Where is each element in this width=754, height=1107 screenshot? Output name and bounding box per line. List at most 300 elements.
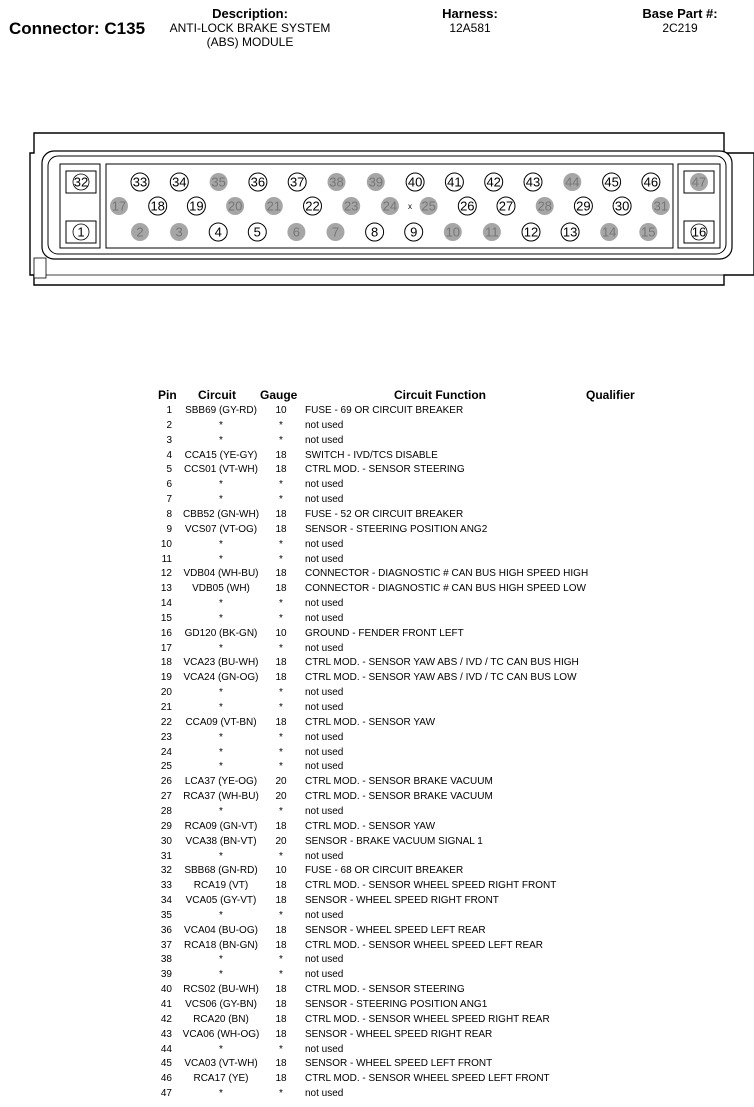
pin-24 [381,197,399,215]
pin-20 [226,197,244,215]
gauge-cell: 18 [275,1028,287,1040]
gauge-cell: 10 [275,865,287,877]
function-cell: CTRL MOD. - SENSOR STEERING [305,464,465,476]
function-cell: not used [305,731,344,743]
pin-label: 37 [289,174,305,190]
function-cell: CTRL MOD. - SENSOR WHEEL SPEED RIGHT FRONT [305,880,557,892]
gauge-cell: 18 [275,1058,287,1070]
circuit-cell: * [219,702,223,713]
circuit-cell: * [219,434,223,446]
pin-label: 9 [410,224,418,240]
pin-32 [66,171,96,193]
pin-4 [209,223,227,241]
pin-25 [420,197,438,215]
gauge-cell: 10 [275,405,287,416]
gauge-cell: * [279,805,283,817]
pin-label: 24 [382,198,398,214]
pin-label: 46 [643,174,659,190]
circuit-cell: * [219,969,223,981]
circuit-cell: LCA37 (YE-OG) [184,776,258,788]
pin-3 [170,223,188,241]
gauge-cell: 18 [275,464,287,476]
pin-15 [639,223,657,241]
pin-21 [265,197,283,215]
gauge-cell: 18 [275,449,287,461]
circuit-cell: VDB04 (WH-BU) [183,568,259,580]
pin-28 [536,197,554,215]
pin-16 [684,221,714,243]
base-part-label: Base Part #: [642,6,718,21]
function-cell: FUSE - 69 OR CIRCUIT BREAKER [305,405,464,416]
pin-cell: 5 [166,464,172,476]
pin-cell: 28 [160,805,172,817]
pin-cell: 8 [166,508,172,520]
gauge-cell: 18 [275,999,287,1010]
pin-label: 16 [691,224,707,240]
pin-18 [149,197,167,215]
pin-cell: 29 [160,820,172,832]
header-circuit-function: Circuit Function [394,388,486,402]
pin-cell: 7 [166,494,172,506]
pin-39 [367,173,385,191]
pin-cell: 12 [160,568,172,580]
pin-label: 19 [189,198,204,214]
function-cell: not used [305,954,344,966]
function-cell: not used [305,419,344,431]
pin-label: 13 [562,224,578,240]
circuit-cell: * [219,746,223,758]
description-line-1: ANTI-LOCK BRAKE SYSTEM [169,21,331,35]
pin-12 [522,223,540,241]
pin-cell: 19 [160,672,172,684]
circuit-cell: RCA17 (YE) [193,1073,249,1085]
pin-cell: 13 [160,583,172,595]
pin-9 [405,223,423,241]
pin-cell: 27 [160,791,172,803]
function-cell: CTRL MOD. - SENSOR STEERING [305,984,465,996]
pin-11 [483,223,501,241]
function-cell: not used [305,746,344,758]
circuit-cell: SBB68 (GN-RD) [184,865,258,877]
pin-35 [210,173,228,191]
function-cell: SENSOR - WHEEL SPEED LEFT REAR [305,924,486,936]
description-label: Description: [212,6,288,21]
pin-47 [684,171,714,193]
circuit-cell: VCA24 (GN-OG) [183,672,259,684]
gauge-cell: * [279,598,283,610]
pin-label: 10 [445,224,461,240]
circuit-cell: * [219,419,223,431]
pin-cell: 42 [160,1013,172,1025]
circuit-cell: * [219,909,223,921]
gauge-cell: * [279,702,283,713]
function-cell: not used [305,642,344,654]
pin-cell: 20 [160,687,172,699]
pin-cell: 11 [161,553,172,565]
gauge-cell: 18 [275,657,287,669]
harness-block [420,7,520,35]
pin-cell: 9 [166,523,172,535]
pin-cell: 45 [160,1058,172,1070]
pin-label: 44 [565,174,580,190]
pin-label: 32 [73,174,89,190]
pin-cell: 43 [160,1028,172,1040]
function-cell: not used [305,479,344,491]
circuit-cell: * [219,761,223,773]
circuit-cell: SBB69 (GY-RD) [185,405,257,416]
pin-cell: 39 [160,969,172,981]
circuit-cell: CCA09 (VT-BN) [185,716,257,728]
gauge-cell: 18 [275,820,287,832]
function-cell: not used [305,598,344,610]
pin-label: 14 [601,224,617,240]
pin-38 [328,173,346,191]
pin-31 [652,197,670,215]
function-cell: SENSOR - BRAKE VACUUM SIGNAL 1 [305,835,483,847]
circuit-cell: VCS07 (VT-OG) [184,523,258,535]
gauge-cell: 18 [275,984,287,996]
pin-label: 7 [331,224,340,240]
gauge-cell: * [279,494,283,506]
gauge-cell: * [279,969,283,981]
circuit-cell: * [219,731,223,743]
function-cell: GROUND - FENDER FRONT LEFT [305,627,464,639]
pin-44 [563,173,581,191]
gauge-cell: * [279,687,283,699]
function-cell: FUSE - 52 OR CIRCUIT BREAKER [305,508,464,520]
header-qualifier: Qualifier [586,388,635,402]
harness-label: Harness: [442,6,498,21]
header-circuit: Circuit [198,388,237,402]
pin-cell: 32 [160,865,172,877]
gauge-cell: 18 [275,523,287,535]
gauge-cell: * [279,612,283,624]
function-cell: SWITCH - IVD/TCS DISABLE [305,449,438,461]
pin-cell: 35 [160,909,172,921]
pin-label: 6 [292,224,301,240]
pin-label: 8 [370,224,379,240]
circuit-cell: RCA09 (GN-VT) [184,820,258,832]
gauge-cell: * [279,1088,283,1100]
pin-label: 23 [343,198,359,214]
pin-label: 29 [576,198,591,214]
pin-label: 3 [175,224,183,240]
pin-cell: 15 [160,612,172,624]
function-cell: not used [305,850,344,862]
pin-label: 18 [150,198,165,214]
pin-cell: 2 [166,419,172,431]
circuit-cell: VCA06 (WH-OG) [182,1028,260,1040]
pin-cell: 30 [160,835,172,847]
circuit-cell: VCA03 (VT-WH) [184,1058,258,1070]
pin-36 [249,173,267,191]
pin-41 [445,173,463,191]
gauge-cell: 18 [275,508,287,520]
pin-42 [485,173,503,191]
harness-value: 12A581 [449,21,491,35]
pin-37 [288,173,306,191]
pin-26 [458,197,476,215]
circuit-cell: VCA23 (BU-WH) [183,657,259,669]
pin-label: 45 [604,174,619,190]
pin-label: 38 [329,174,344,190]
function-cell: SENSOR - WHEEL SPEED RIGHT REAR [305,1028,493,1040]
pin-cell: 31 [160,850,172,862]
pin-label: 25 [421,198,436,214]
connector-id: C135 [104,19,146,38]
header-pin: Pin [158,388,177,402]
pin-label: 43 [525,174,541,190]
function-cell: not used [305,434,344,446]
pin-1 [66,221,96,243]
pin-label: 28 [537,198,552,214]
pin-label: 31 [653,198,669,214]
gauge-cell: 20 [275,835,287,847]
gauge-cell: * [279,746,283,758]
header-gauge: Gauge [260,388,298,402]
function-cell: CTRL MOD. - SENSOR YAW ABS / IVD / TC CAN BUS HIGH [305,657,579,669]
pin-label: 20 [227,198,243,214]
pin-5 [248,223,266,241]
pin-label: 21 [266,198,282,214]
function-cell: SENSOR - WHEEL SPEED RIGHT FRONT [305,895,499,907]
gauge-cell: 20 [275,776,287,788]
gauge-cell: 18 [275,939,287,951]
pin-label: 41 [447,174,462,190]
gauge-cell: 18 [275,583,287,595]
gauge-cell: * [279,538,283,550]
pin-label: 1 [77,224,85,240]
pin-label: 35 [211,174,226,190]
function-cell: CTRL MOD. - SENSOR YAW [305,820,436,832]
circuit-cell: * [219,687,223,699]
pin-label: 33 [132,174,148,190]
pin-cell: 24 [160,746,172,758]
circuit-cell: * [219,612,223,624]
pin-cell: 44 [160,1043,172,1055]
function-cell: CTRL MOD. - SENSOR BRAKE VACUUM [305,776,493,788]
pin-label: 22 [305,198,320,214]
circuit-cell: * [219,598,223,610]
pin-label: 15 [641,224,656,240]
gauge-cell: * [279,553,283,565]
gauge-cell: 18 [275,672,287,684]
circuit-cell: RCA19 (VT) [193,880,249,892]
function-cell: not used [305,805,344,817]
circuit-cell: GD120 (BK-GN) [184,627,258,639]
pin-label: 36 [250,174,266,190]
pin-22 [304,197,322,215]
pin-label: 5 [253,224,261,240]
circuit-cell: * [219,1088,223,1100]
pin-29 [574,197,592,215]
circuit-cell: CCA15 (YE-GY) [184,449,258,461]
pin-46 [642,173,660,191]
pin-label: 42 [486,174,501,190]
circuit-cell: RCA20 (BN) [193,1013,249,1025]
pin-cell: 36 [160,924,172,936]
circuit-cell: RCS02 (BU-WH) [183,984,259,996]
connector-face-diagram [0,125,754,305]
gauge-cell: * [279,479,283,491]
circuit-cell: CBB52 (GN-WH) [182,508,260,520]
pin-27 [497,197,515,215]
pin-cell: 21 [160,702,172,713]
gauge-cell: 18 [275,880,287,892]
base-part-block [630,7,730,35]
gauge-cell: 18 [275,924,287,936]
function-cell: FUSE - 68 OR CIRCUIT BREAKER [305,865,464,877]
function-cell: CTRL MOD. - SENSOR WHEEL SPEED LEFT FRONT [305,1073,550,1085]
pin-cell: 25 [160,761,172,773]
description-line-2: (ABS) MODULE [206,35,294,49]
pin-cell: 47 [160,1088,172,1100]
gauge-cell: * [279,642,283,654]
pin-cell: 26 [160,776,172,788]
pin-label: 40 [407,174,423,190]
gauge-cell: * [279,850,283,862]
circuit-cell: * [219,479,223,491]
function-cell: CTRL MOD. - SENSOR BRAKE VACUUM [305,791,493,803]
pin-43 [524,173,542,191]
gauge-cell: * [279,761,283,773]
function-cell: CTRL MOD. - SENSOR WHEEL SPEED LEFT REAR [305,939,544,951]
circuit-cell: * [219,850,223,862]
pin-cell: 37 [160,939,172,951]
circuit-cell: * [219,954,223,966]
function-cell: not used [305,612,344,624]
pin-label: 27 [498,198,514,214]
pin-6 [287,223,305,241]
pin-label: 17 [111,198,127,214]
pin-cell: 16 [160,627,172,639]
circuit-cell: VDB05 (WH) [192,583,250,595]
gauge-cell: 18 [275,895,287,907]
circuit-cell: RCA37 (WH-BU) [183,791,259,803]
function-cell: SENSOR - WHEEL SPEED LEFT FRONT [305,1058,493,1070]
gauge-cell: 18 [275,568,287,580]
circuit-cell: RCA18 (BN-GN) [184,939,258,951]
circuit-cell: VCA04 (BU-OG) [184,924,258,936]
pin-45 [603,173,621,191]
function-cell: not used [305,702,344,713]
circuit-cell: VCA38 (BN-VT) [185,835,257,847]
pin-cell: 46 [160,1073,172,1085]
pin-8 [366,223,384,241]
connector-label: Connector: [9,19,100,38]
function-cell: not used [305,1043,344,1055]
circuit-cell: * [219,538,223,550]
function-cell: CONNECTOR - DIAGNOSTIC # CAN BUS HIGH SPEED LOW [305,583,586,595]
pin-cell: 6 [166,479,172,491]
base-part-value: 2C219 [662,21,698,35]
pin-label: 34 [172,174,187,190]
circuit-cell: * [219,494,223,506]
gauge-cell: * [279,954,283,966]
pin-33 [131,173,149,191]
circuit-cell: CCS01 (VT-WH) [184,464,258,476]
gauge-cell: 20 [275,791,287,803]
gauge-cell: 18 [275,716,287,728]
pin-2 [131,223,149,241]
pin-label: 30 [614,198,630,214]
function-cell: CTRL MOD. - SENSOR YAW [305,716,436,728]
pin-cell: 4 [166,449,172,461]
gauge-cell: 18 [275,1013,287,1025]
pin-cell: 34 [160,895,172,907]
pin-cell: 22 [160,716,172,728]
pin-23 [342,197,360,215]
pin-19 [187,197,205,215]
circuit-cell: * [219,805,223,817]
function-cell: SENSOR - STEERING POSITION ANG2 [305,523,488,535]
gauge-cell: * [279,419,283,431]
pin-label: 39 [368,174,384,190]
gauge-cell: * [279,731,283,743]
pin-label: 11 [485,224,499,240]
function-cell: not used [305,538,344,550]
pin-label: 4 [214,224,222,240]
function-cell: not used [305,687,344,699]
function-cell: not used [305,553,344,565]
function-cell: not used [305,969,344,981]
pin-cell: 14 [160,598,172,610]
gauge-cell: 10 [275,627,287,639]
function-cell: not used [305,494,344,506]
function-cell: not used [305,761,344,773]
pin-cell: 17 [160,642,172,654]
pin-cell: 3 [166,434,172,446]
description-block [150,7,350,49]
function-cell: CONNECTOR - DIAGNOSTIC # CAN BUS HIGH SPEED HIGH [305,568,589,580]
circuit-cell: VCS06 (GY-BN) [185,999,257,1010]
pin-40 [406,173,424,191]
circuit-cell: * [219,553,223,565]
function-cell: SENSOR - STEERING POSITION ANG1 [305,999,488,1010]
gauge-cell: 18 [275,1073,287,1085]
pin-cell: 23 [160,731,172,743]
pin-cell: 38 [160,954,172,966]
circuit-cell: * [219,642,223,654]
gauge-cell: * [279,1043,283,1055]
circuit-cell: VCA05 (GY-VT) [185,895,257,907]
pin-30 [613,197,631,215]
pin-cell: 10 [160,538,172,550]
pin-13 [561,223,579,241]
pin-cell: 1 [166,405,172,416]
pin-cell: 33 [160,880,172,892]
pin-label: 12 [523,224,539,240]
housing-latch [34,258,46,278]
connector-title [9,19,145,39]
pin-cell: 40 [160,984,172,996]
function-cell: not used [305,909,344,921]
function-cell: CTRL MOD. - SENSOR WHEEL SPEED RIGHT REAR [305,1013,550,1025]
function-cell: CTRL MOD. - SENSOR YAW ABS / IVD / TC CAN BUS LOW [305,672,577,684]
circuit-cell: * [219,1043,223,1055]
gauge-cell: * [279,434,283,446]
pin-17 [110,197,128,215]
pin-7 [327,223,345,241]
gauge-cell: * [279,909,283,921]
pin-label: 26 [460,198,475,214]
pin-14 [600,223,618,241]
center-mark: x [408,202,412,211]
pin-cell: 41 [160,999,172,1010]
pin-cell: 18 [160,657,172,669]
pin-10 [444,223,462,241]
function-cell: not used [305,1088,344,1100]
